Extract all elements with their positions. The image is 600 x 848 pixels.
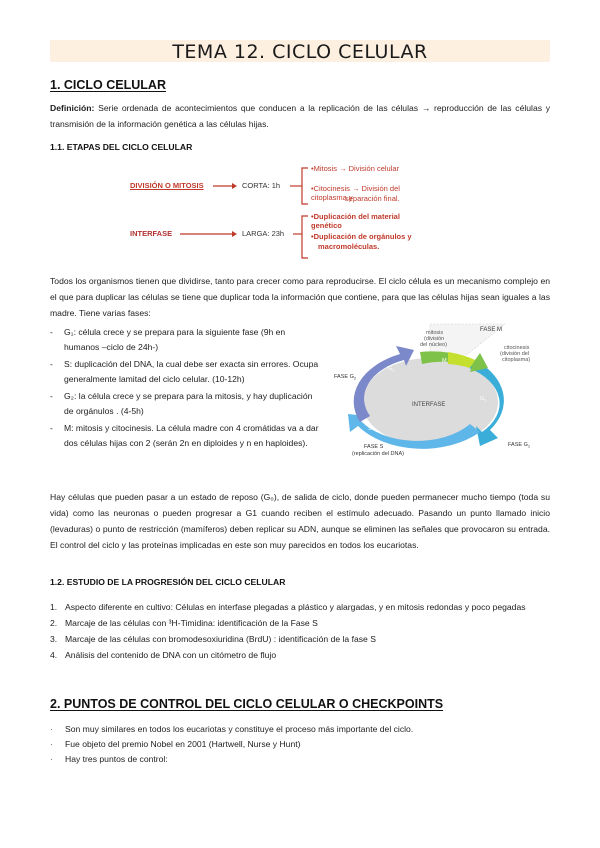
fase-s-sub: (replicación del DNA) — [352, 451, 404, 457]
study-item-text: Análisis del contenido de DNA con un citómetro de flujo — [65, 650, 277, 660]
fase-g2-text: FASE G — [334, 374, 354, 380]
checkpoint-bullet-1 — [50, 722, 550, 736]
page-title: TEMA 12. CICLO CELULAR — [172, 41, 428, 63]
subsection-heading-etapas: 1.1. ETAPAS DEL CICLO CELULAR — [50, 142, 193, 152]
study-item-3 — [50, 632, 550, 646]
intro-paragraph: Todos los organismos tienen que dividirse, tanto para crecer como para reproducirse. El ciclo célula es un mecanismo complejo en el que para duplicar las células se tiene que duplicar toda la información que contiene, para que las células hijas sean iguales a las madre. Tiene varias fases: — [50, 276, 550, 318]
study-item-text: Marcaje de las células con ³H-Timidina: identificación de la Fase S — [65, 618, 318, 628]
stages-diagram — [130, 160, 430, 270]
subsection-heading-estudio: 1.2. ESTUDIO DE LA PROGRESIÓN DEL CICLO CELULAR — [50, 577, 286, 587]
g2-segment-subscript: 2 — [392, 367, 395, 373]
definition-text: Serie ordenada de acontecimientos que conducen a la replicación de las células → reproducción de las células y transmisión de la información genética a las células hijas. — [50, 103, 550, 129]
definition-label: Definición: — [50, 103, 95, 113]
phase-text-m: M: mitosis y citocinesis. La célula madre con 4 cromátidas va a dar dos células hijas con 2 (serán 2n en diploides y n en haploides). — [64, 423, 319, 448]
study-item-number: 1. — [50, 602, 58, 612]
cell-cycle-figure — [330, 322, 555, 462]
definition-paragraph — [50, 100, 550, 132]
interfase-item-organulos: •Duplicación de orgánulos y — [311, 232, 412, 241]
study-item-number: 2. — [50, 618, 58, 628]
study-item-number: 3. — [50, 634, 58, 644]
division-item-citocinesis-cont: separación final. — [345, 194, 400, 203]
division-duration: CORTA: 1h — [242, 181, 281, 190]
division-item-citocinesis: •Citocinesis → División del citoplasma y — [311, 184, 400, 202]
g1-segment-label — [480, 396, 487, 403]
interfase-arrowhead — [232, 231, 237, 237]
bullet-text: Hay tres puntos de control: — [65, 754, 168, 764]
interfase-item-organulos-cont: macromoléculas. — [318, 242, 380, 251]
interfase-figure-label: INTERFASE — [412, 402, 446, 408]
bullet-dot: · — [50, 739, 53, 749]
fase-g1-text: FASE G — [508, 442, 528, 448]
bullet-dot: · — [50, 724, 53, 734]
study-item-number: 4. — [50, 650, 58, 660]
phase-text-g2: G₂: la célula crece y se prepara para la mitosis, y hay duplicación de orgánulos . (4-5h) — [64, 391, 313, 416]
division-label: DIVISIÓN O MITOSIS — [130, 181, 204, 190]
bullet-dot: · — [50, 754, 53, 764]
m-segment-label: M — [442, 358, 447, 364]
fase-s-label: FASE S — [364, 444, 384, 450]
fase-g2-label — [334, 374, 357, 381]
interfase-bracket — [302, 216, 308, 258]
study-item-text: Aspecto diferente en cultivo: Células en interfase plegadas a plástico y alargadas, y en mitosis redondas y poco pegadas — [65, 602, 526, 612]
phase-text-s: S: duplicación del DNA, la cual debe ser exacta sin errores. Ocupa generalmente lamitad del ciclo celular. (10-12h) — [64, 359, 319, 384]
phase-dash: - — [50, 423, 53, 433]
study-item-1 — [50, 600, 550, 614]
g1-segment-subscript: 1 — [484, 397, 487, 403]
bullet-text: Fue objeto del premio Nobel en 2001 (Hartwell, Nurse y Hunt) — [65, 739, 301, 749]
checkpoint-bullet-2 — [50, 737, 550, 751]
citocinesis-sub2: citoplasma) — [502, 357, 531, 363]
fase-m-label: FASE M — [480, 327, 503, 333]
section-heading-ciclo-celular: 1. CICLO CELULAR — [50, 78, 166, 92]
citocinesis-sub1: (división del — [500, 351, 530, 357]
division-item-mitosis: •Mitosis → División celular — [311, 164, 400, 173]
phases-list — [50, 325, 320, 453]
g1-segment-text: G — [480, 396, 485, 402]
interfase-item-genetico: •Duplicación del material genético — [311, 212, 400, 230]
g2-segment-label — [388, 366, 395, 373]
study-list — [50, 600, 550, 662]
study-item-text: Marcaje de las células con bromodesoxiuridina (BrdU) : identificación de la fase S — [65, 634, 376, 644]
study-item-2 — [50, 616, 550, 630]
phase-item-s — [50, 357, 320, 387]
phase-item-g1 — [50, 325, 320, 355]
phase-dash: - — [50, 327, 53, 337]
mitosis-sub2: del núcleo) — [420, 342, 447, 348]
fase-g1-label — [508, 442, 531, 449]
fase-g2-subscript: 2 — [353, 375, 357, 381]
citocinesis-label: citocinesis — [504, 345, 530, 351]
rest-paragraph: Hay células que pueden pasar a un estado de reposo (G₀), de salida de ciclo, donde pueden permanecer mucho tiempo (toda su vida) como las neuronas o pueden progresar a G1 cuando reciben el estímulo adecuado. Pasando un punto llamado inicio (levaduras) o punto de restricción (mamíferos) deben replicar su ADN, aunque se eliminen las señales que provocaron su entrada. El control del ciclo y las proteínas implicadas en este son muy parecidos en todos los eucariotas. — [50, 492, 550, 550]
s-segment-label: S — [368, 426, 372, 432]
g2-segment-text: G — [388, 366, 393, 372]
phase-item-m — [50, 421, 320, 451]
study-item-4 — [50, 648, 550, 662]
checkpoint-bullet-3 — [50, 752, 550, 766]
phase-item-g2 — [50, 389, 320, 419]
bullet-text: Son muy similares en todos los eucariotas y constituye el proceso más importante del ciclo. — [65, 724, 414, 734]
checkpoint-bullets — [50, 722, 550, 766]
division-bracket — [302, 168, 308, 204]
phase-dash: - — [50, 391, 53, 401]
interfase-duration: LARGA: 23h — [242, 229, 285, 238]
mitosis-label: mitosis — [426, 330, 444, 336]
fase-g1-subscript: 1 — [527, 443, 531, 449]
phase-dash: - — [50, 359, 53, 369]
mitosis-sub1: (división — [424, 336, 445, 342]
division-arrowhead — [232, 183, 237, 189]
interfase-label: INTERFASE — [130, 229, 173, 238]
phase-text-g1: G₁: célula crece y se prepara para la siguiente fase (9h en humanos –ciclo de 24h-) — [64, 327, 286, 352]
section-heading-checkpoints: 2. PUNTOS DE CONTROL DEL CICLO CELULAR O CHECKPOINTS — [50, 697, 444, 711]
